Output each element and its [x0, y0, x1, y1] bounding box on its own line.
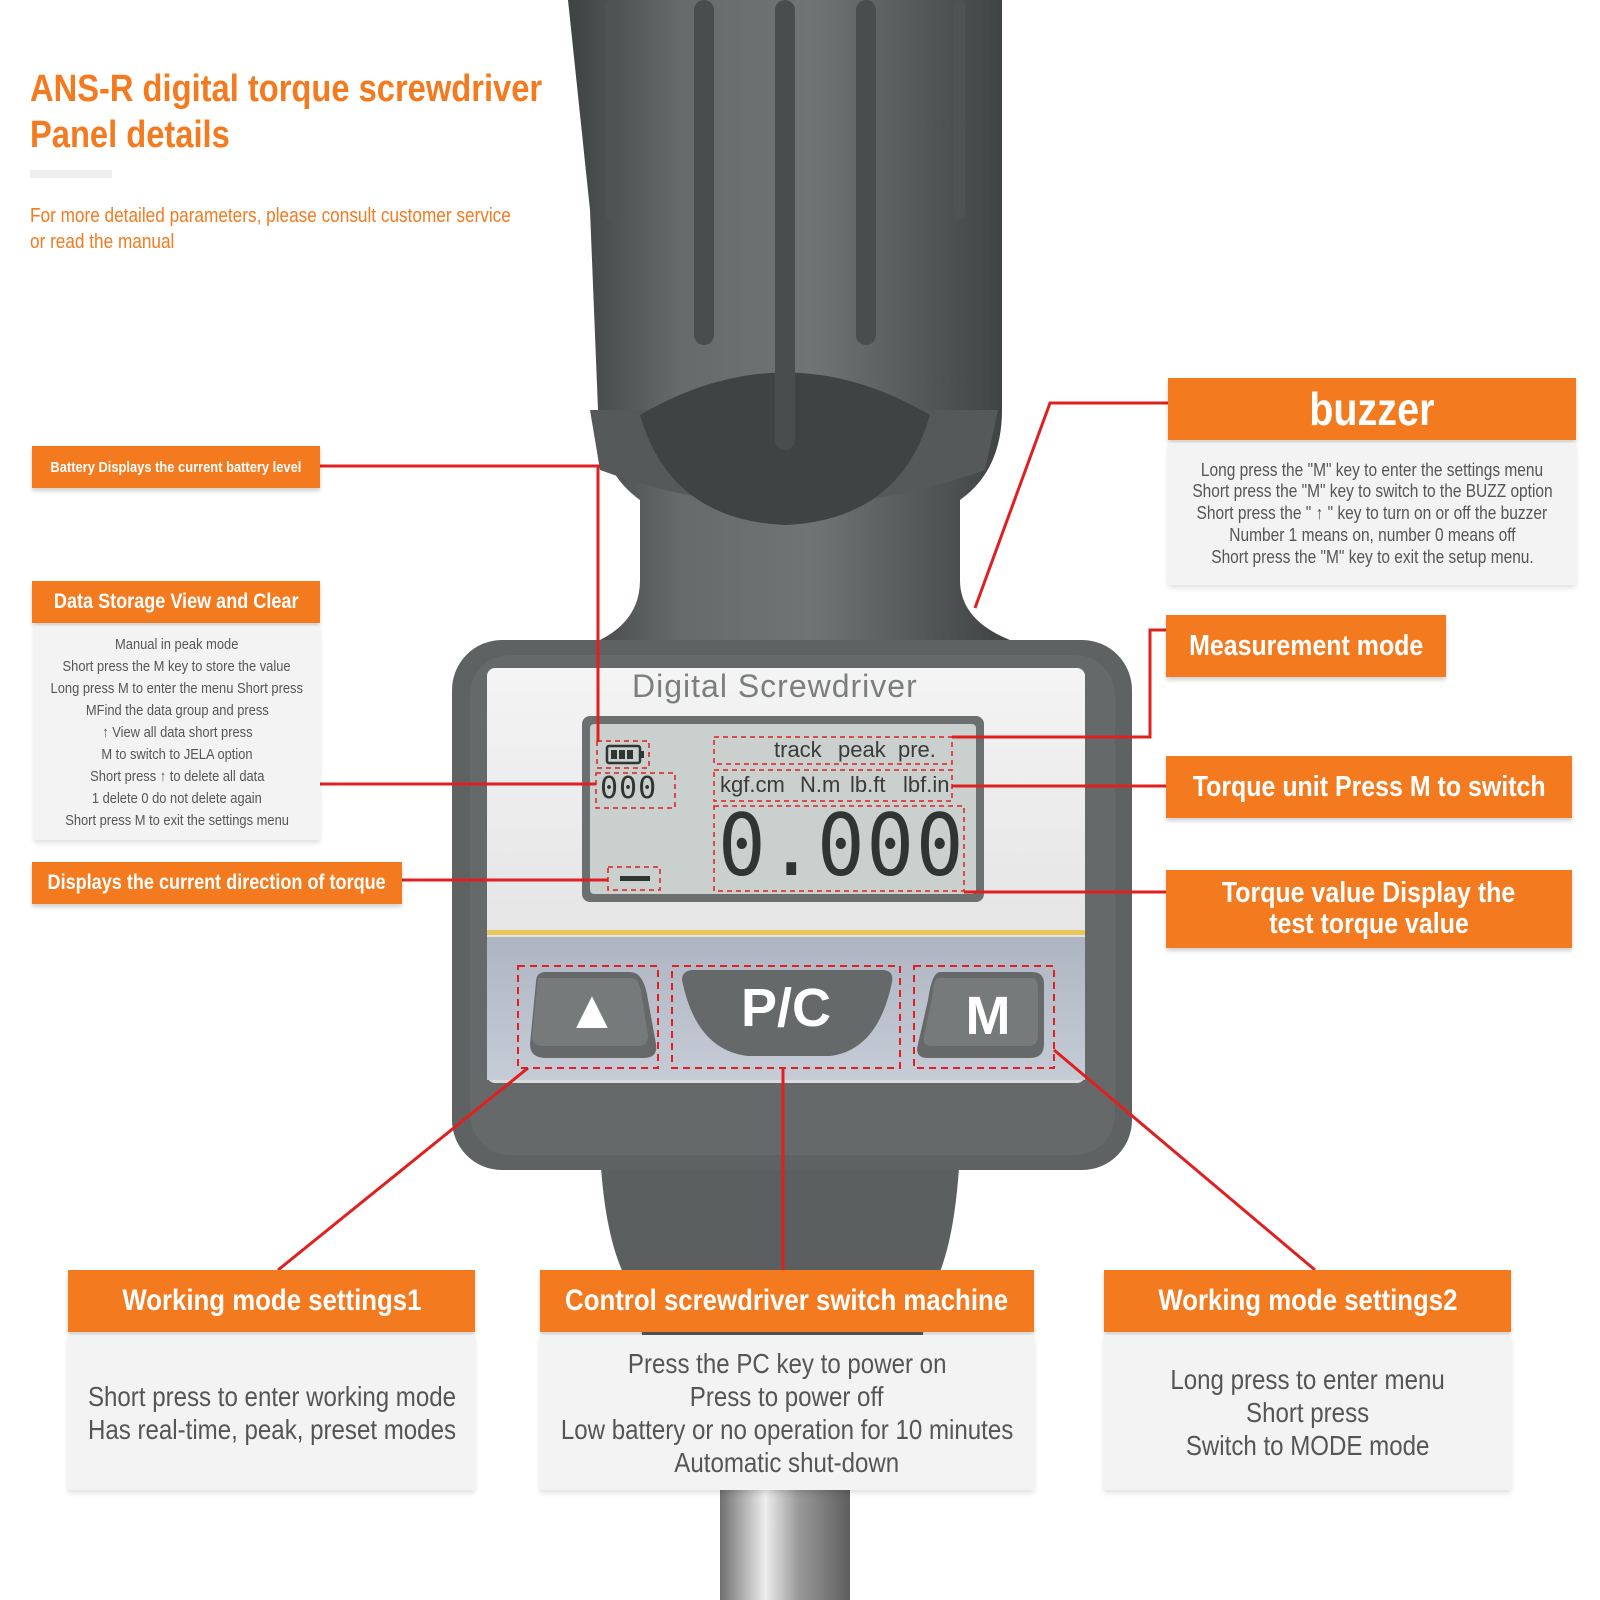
- panel-label: Digital Screwdriver: [632, 668, 918, 704]
- unit-kgfcm: kgf.cm: [720, 772, 785, 797]
- storage-description: Manual in peak mode Short press the M key to store the value Long press M to enter the menu Short press MFind the data group and press ↑ View all data short press M to switch to JELA option Short press ↑ to delete all data 1 delete 0 do not delete again Short press M to exit the settings menu: [34, 626, 320, 840]
- unit-lbft: lb.ft: [850, 772, 886, 797]
- subtitle-line-1: For more detailed parameters, please consult customer service: [30, 205, 511, 227]
- unit-lbfin: lbf.in: [903, 772, 950, 797]
- title-line-2: Panel details: [30, 114, 230, 156]
- direction-indicator: [620, 876, 650, 881]
- unit-nm: N.m: [800, 772, 841, 797]
- torque-value: 0.000: [718, 796, 966, 896]
- subtitle-line-2: or read the manual: [30, 231, 175, 253]
- handle: [568, 0, 1010, 640]
- mode1-tag: Working mode settings1: [68, 1270, 475, 1332]
- buzzer-description: Long press the "M" key to enter the settings menu Short press the "M" key to switch to the BUZZ option Short press the " ↑ " key to turn on or off the buzzer Number 1 means on, number 0 means off Short press the "M" key to exit the setup menu.: [1168, 443, 1576, 585]
- page-subtitle: [30, 203, 511, 255]
- control-tag: Control screwdriver switch machine: [540, 1270, 1034, 1332]
- mode2-description: Long press to enter menu Short press Switch to MODE mode: [1104, 1335, 1511, 1490]
- battery-tag: Battery Displays the current battery level: [32, 446, 320, 488]
- measurement-tag: Measurement mode: [1166, 615, 1446, 677]
- unit-tag: Torque unit Press M to switch: [1166, 756, 1572, 818]
- torque-value-tag: Torque value Display the test torque value: [1166, 870, 1572, 948]
- up-key-label[interactable]: ▲: [565, 980, 619, 1040]
- storage-digits: 000: [600, 771, 658, 806]
- title-line-1: ANS-R digital torque screwdriver: [30, 68, 543, 110]
- title-underline: [30, 170, 112, 178]
- pc-key-label[interactable]: P/C: [740, 978, 832, 1038]
- direction-tag: Displays the current direction of torque: [32, 862, 402, 904]
- page-title: [30, 66, 542, 158]
- mode1-description: Short press to enter working mode Has real-time, peak, preset modes: [68, 1335, 475, 1490]
- control-description: Press the PC key to power on Press to power off Low battery or no operation for 10 minutes Automatic shut-down: [540, 1335, 1034, 1490]
- shaft: [720, 1480, 850, 1600]
- m-key-label[interactable]: M: [965, 986, 1011, 1046]
- storage-tag: Data Storage View and Clear: [32, 581, 320, 623]
- mode-pre: pre.: [898, 737, 936, 762]
- buzzer-tag: buzzer: [1168, 378, 1576, 440]
- mode-peak: peak: [838, 737, 886, 762]
- mode2-tag: Working mode settings2: [1104, 1270, 1511, 1332]
- mode-track: track: [774, 737, 822, 762]
